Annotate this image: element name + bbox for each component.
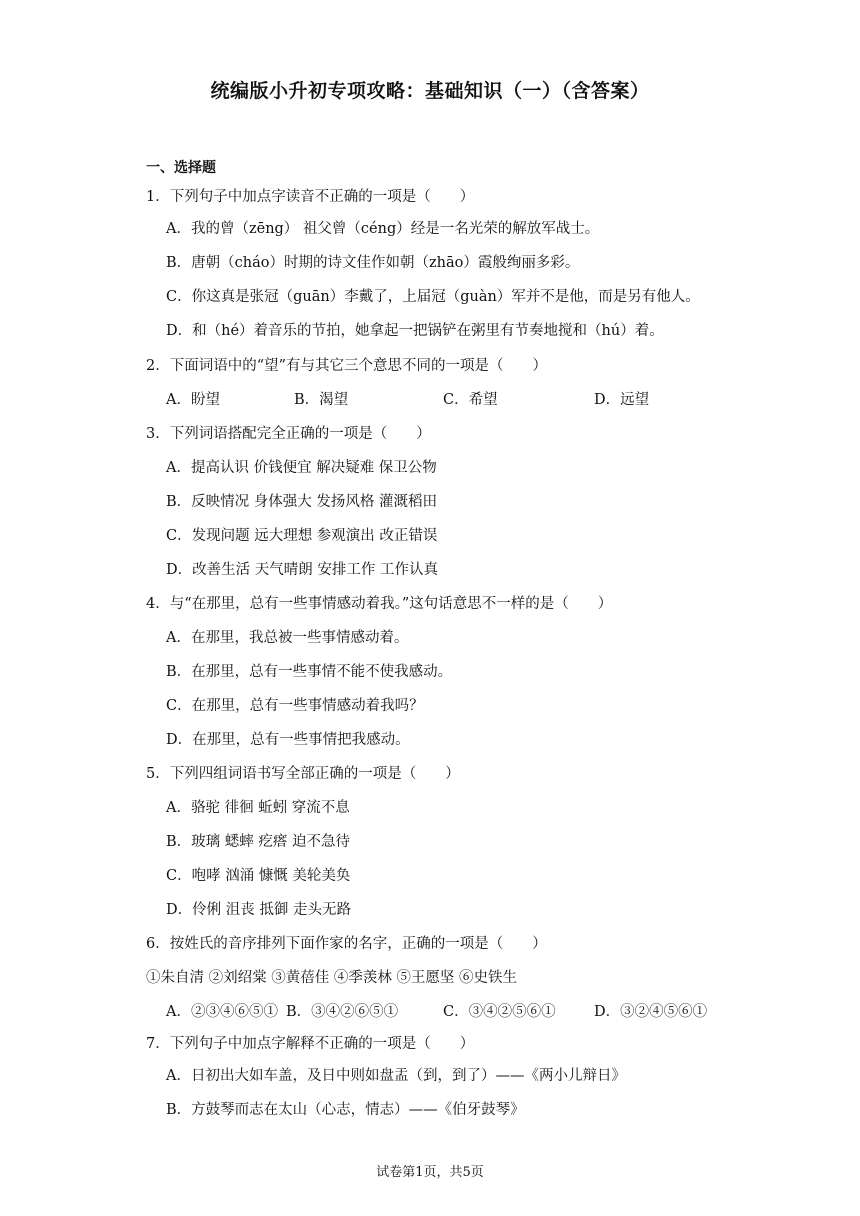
question-2-option-c: C．希望 (443, 392, 498, 408)
page-title: 统编版小升初专项攻略：基础知识（一）（含答案） (210, 80, 650, 102)
question-2-option-d: D．远望 (594, 392, 650, 408)
question-2-stem: 2．下面词语中的“望”有与其它三个意思不同的一项是（ ） (146, 358, 548, 374)
question-6-option-b: B．③④②⑥⑤① (286, 1004, 399, 1020)
question-4-option-c: C．在那里，总有一些事情感动着我吗？ (166, 698, 424, 714)
question-1-option-d: D．和（hé）着音乐的节拍，她拿起一把锅铲在粥里有节奏地搅和（hú）着。 (166, 323, 664, 339)
section-heading: 一、选择题 (146, 160, 216, 176)
question-7-option-b: B．方鼓琴而志在太山（心志，情志）——《伯牙鼓琴》 (166, 1102, 525, 1118)
question-1-option-c: C．你这真是张冠（guān）李戴了，上届冠（guàn）军并不是他，而是另有他人。 (166, 289, 700, 305)
question-6-option-d: D．③②④⑤⑥① (594, 1004, 708, 1020)
question-2-option-b: B．渴望 (294, 392, 349, 408)
question-6-option-a: A．②③④⑥⑤① (166, 1004, 278, 1020)
question-3-option-a: A．提高认识 价钱便宜 解决疑难 保卫公物 (166, 460, 437, 476)
question-2-options (166, 388, 726, 410)
question-4-option-d: D．在那里，总有一些事情把我感动。 (166, 732, 410, 748)
question-1-option-b: B．唐朝（cháo）时期的诗文佳作如朝（zhāo）霞般绚丽多彩。 (166, 255, 580, 271)
question-5-option-b: B．玻璃 蟋蟀 疙瘩 迫不急待 (166, 834, 350, 850)
question-2-option-a: A．盼望 (166, 392, 220, 408)
question-6-options (166, 1000, 726, 1022)
question-3-stem: 3．下列词语搭配完全正确的一项是（ ） (146, 426, 431, 442)
question-7-option-a: A．日初出大如车盖，及日中则如盘盂（到，到了）——《两小儿辩日》 (166, 1068, 626, 1084)
question-6-stem: 6．按姓氏的音序排列下面作家的名字，正确的一项是（ ） (146, 936, 547, 952)
question-4-option-a: A．在那里，我总被一些事情感动着。 (166, 630, 409, 646)
question-7-stem: 7．下列句子中加点字解释不正确的一项是（ ） (146, 1036, 475, 1052)
question-3-option-d: D．改善生活 天气晴朗 安排工作 工作认真 (166, 562, 438, 578)
question-1-option-a: A．我的曾（zēng） 祖父曾（céng）经是一名光荣的解放军战士。 (166, 221, 600, 237)
question-3-option-c: C．发现问题 远大理想 参观演出 改正错误 (166, 528, 438, 544)
question-5-option-c: C．咆哮 汹涌 慷慨 美轮美奂 (166, 868, 351, 884)
question-1-stem: 1．下列句子中加点字读音不正确的一项是（ ） (146, 189, 475, 205)
question-5-option-a: A．骆驼 徘徊 蚯蚓 穿流不息 (166, 800, 350, 816)
question-5-option-d: D．伶俐 沮丧 抵御 走头无路 (166, 902, 351, 918)
question-6-option-c: C．③④②⑤⑥① (443, 1004, 556, 1020)
question-4-option-b: B．在那里，总有一些事情不能不使我感动。 (166, 664, 453, 680)
question-6-author-list: ①朱自清 ②刘绍棠 ③黄蓓佳 ④季羡林 ⑤王愿坚 ⑥史铁生 (146, 970, 518, 986)
question-3-option-b: B．反映情况 身体强大 发扬风格 灌溉稻田 (166, 494, 437, 510)
question-4-stem: 4．与“在那里，总有一些事情感动着我。”这句话意思不一样的是（ ） (146, 596, 613, 612)
page-footer: 试卷第1页，共5页 (376, 1165, 484, 1180)
question-5-stem: 5．下列四组词语书写全部正确的一项是（ ） (146, 766, 460, 782)
